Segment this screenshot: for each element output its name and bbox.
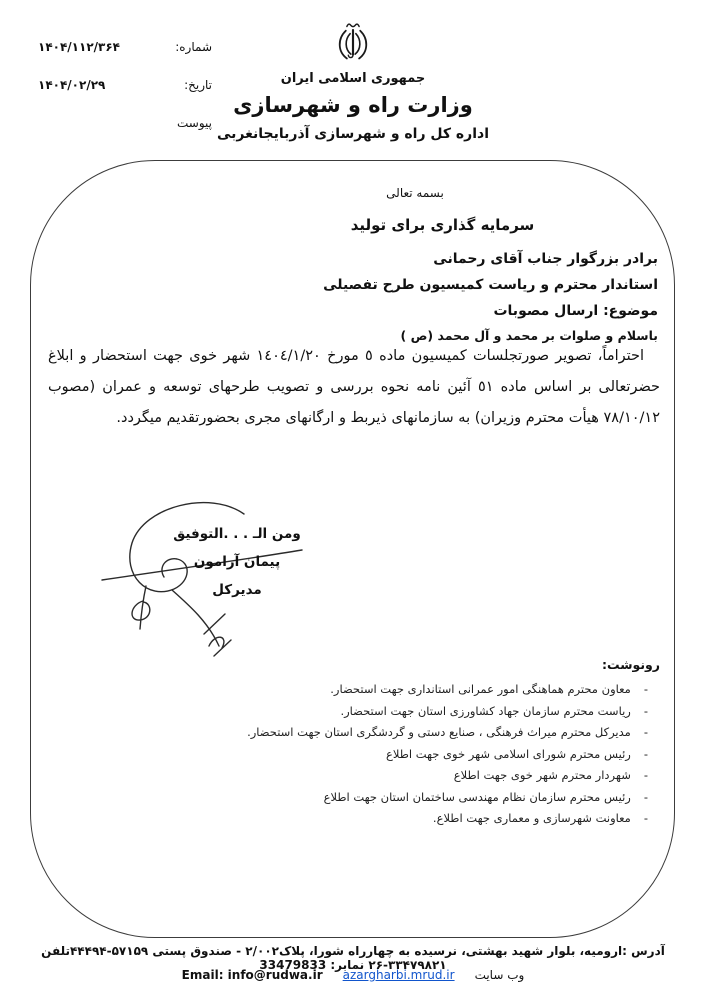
cc-bullet: -: [643, 703, 648, 718]
recipient-name: برادر بزرگوار جناب آقای رحمانی: [433, 251, 658, 267]
subject-line: موضوع: ارسال مصوبات: [493, 303, 658, 319]
cc-item: [247, 808, 648, 830]
cc-bullet: -: [643, 746, 648, 761]
meta-attachment-row: [38, 116, 212, 130]
letterhead-ministry: وزارت راه و شهرسازی: [233, 93, 473, 117]
cc-item: [247, 744, 648, 766]
cc-bullet: -: [643, 789, 648, 804]
cc-bullet: -: [643, 725, 648, 739]
cc-item-text: شهردار محترم شهر خوی جهت اطلاع: [453, 768, 631, 782]
meta-number-row: [38, 40, 212, 54]
date-value: ۱۴۰۴/۰۲/۲۹: [38, 78, 106, 92]
cc-bullet: -: [643, 682, 648, 696]
website-link[interactable]: azargharbi.mrud.ir: [342, 968, 455, 982]
cc-item: [247, 722, 648, 744]
cc-item: [247, 765, 648, 787]
cc-item: [247, 679, 648, 701]
footer-email: Email: info@rudwa.ir: [181, 968, 323, 982]
footer-contacts: [0, 968, 706, 982]
letterhead-country: جمهوری اسلامی ایران: [280, 71, 426, 86]
cc-bullet: -: [643, 811, 648, 825]
cc-item-text: مدیرکل محترم میراث فرهنگی ، صنایع دستی و گردشگری استان جهت استحضار.: [247, 725, 631, 739]
letter-body: احتراماً، تصویر صورتجلسات کمیسیون ماده ٥ مورخ ١٤٠٤/١/٢٠ شهر خوی جهت استحضار و ابلاغ حضرتعالی بر اساس ماده ٥١ آئین نامه نحوه بررسی و تصویب طرحهای توسعه و عمران (مصوب ٧٨/١٠/١٢ هیأت محترم وزیران) به سازمانهای ذیربط و ارگانهای مجری بحضورتقدیم میگردد.: [48, 348, 661, 426]
cc-item-text: معاونت شهرسازی و معماری جهت اطلاع.: [432, 811, 631, 825]
cc-item: [247, 701, 648, 723]
number-value: ۱۴۰۴/۱۱۲/۳۶۴: [38, 40, 121, 54]
cc-bullet: -: [643, 768, 648, 782]
cc-item: [247, 787, 648, 809]
cc-item-text: معاون محترم هماهنگی امور عمرانی استانداری جهت استحضار.: [330, 682, 631, 696]
letterhead-department: اداره کل راه و شهرسازی آذربایجانغربی: [216, 126, 490, 142]
salutation-line: باسلام و صلوات بر محمد و آل محمد (ص ): [400, 328, 658, 343]
signature-block: [152, 520, 322, 604]
signatory-title: مدیرکل: [212, 582, 262, 598]
recipient-block: [323, 246, 658, 348]
iran-emblem-icon: [335, 20, 371, 66]
meta-date-row: [38, 78, 212, 92]
cc-item-text: رئیس محترم سازمان نظام مهندسی ساختمان استان جهت اطلاع: [323, 789, 631, 804]
signatory-name: پیمان آرامون: [193, 554, 281, 570]
website-label: وب سایت: [474, 968, 525, 982]
number-label: شماره:: [175, 40, 212, 54]
year-slogan: سرمایه گذاری برای تولید: [350, 216, 535, 234]
attachment-label: پیوست: [177, 116, 212, 130]
cc-item-text: ریاست محترم سازمان جهاد کشاورزی استان جهت استحضار.: [340, 703, 631, 718]
recipient-title: استاندار محترم و ریاست کمیسیون طرح تفصیلی: [323, 277, 658, 293]
date-label: تاریخ:: [184, 78, 212, 92]
besmeh-taali: بسمه تعالی: [386, 186, 444, 200]
letter-meta: [38, 40, 212, 154]
footer-address: آدرس :ارومیه، بلوار شهید بهشتی، نرسیده به چهارراه شورا، پلاک۲/۰۰۲ - صندوق پستی ۵۷۱۵۹-۴۴۴۹۴تلفن ۳۳۴۷۹۸۲۱-۲۶ نمابر: 33479833: [41, 944, 665, 972]
cc-heading: رونوشت:: [601, 657, 660, 672]
signature-closing: ومن الـ . . .التوفیق: [173, 526, 301, 542]
cc-item-text: رئیس محترم شورای اسلامی شهر خوی جهت اطلاع: [385, 746, 631, 761]
cc-list: [247, 679, 648, 830]
